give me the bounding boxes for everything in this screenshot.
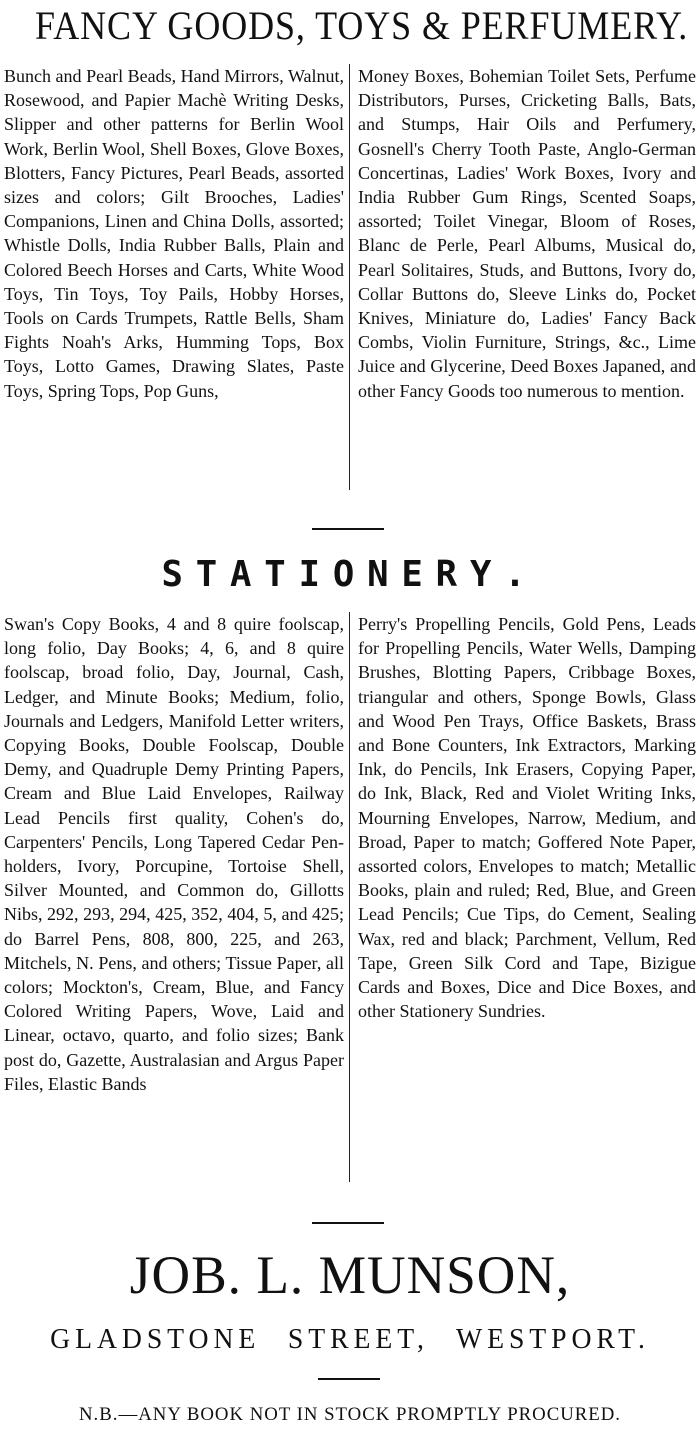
fancy-goods-right-column: Money Boxes, Bohemian Toilet Sets, Perfume Distributors, Purses, Cricketing Balls, Bats, and Stumps, Hair Oils and Perfumery, Gosnell's Cherry Tooth Paste, Anglo-German Concertinas, Ladies' Work Boxes, Ivory and India Rubber Gum Rings, Scented Soaps, assorted; Toilet Vinegar, Bloom of Roses, Blanc de Perle, Pearl Albums, Musical do, Pearl Solitaires, Studs, and Buttons, Ivory do, Collar Buttons do, Sleeve Links do, Pocket Knives, Miniature do, Ladies' Fancy Back Combs, Violin Furniture, Strings, &c., Lime Juice and Glycerine, Deed Boxes Japaned, and other Fancy Goods too numerous to mention. — [358, 66, 696, 401]
stationery-heading: STATIONERY. — [161, 554, 539, 595]
section-divider — [312, 528, 384, 530]
section-divider — [312, 1222, 384, 1224]
column-divider — [349, 612, 350, 1182]
stationery-right-column: Perry's Propelling Pencils, Gold Pens, Leads for Propelling Pencils, Water Wells, Damping Brushes, Blotting Papers, Cribbage Boxes, triangular and others, Sponge Bowls, Glass and Wood Pen Trays, Office Baskets, Brass and Bone Counters, Ink Extractors, Marking Ink, do Pencils, Ink Erasers, Copying Paper, do Ink, Black, Red and Violet Writing Inks, Mourning Envelopes, Narrow, Medium, and Broad, Paper to match; Goffered Note Paper, assorted colors, Envelopes to match; Metallic Books, plain and ruled; Red, Blue, and Green Lead Pencils; Cue Tips, do Cement, Sealing Wax, red and black; Parchment, Vellum, Red Tape, Green Silk Cord and Tape, Bizigue Cards and Boxes, Dice and Dice Boxes, and other Stationery Sundries. — [358, 614, 696, 1022]
fancy-goods-heading: FANCY GOODS, TOYS & PERFUMERY. — [35, 3, 689, 48]
column-divider — [349, 64, 350, 490]
merchant-address: GLADSTONE STREET, WESTPORT. — [50, 1324, 650, 1355]
nb-note: N.B.—ANY BOOK NOT IN STOCK PROMPTLY PROCURED. — [79, 1404, 621, 1425]
stationery-left-column: Swan's Copy Books, 4 and 8 quire foolscap, long folio, Day Books; 4, 6, and 8 quire foolscap, broad folio, Day, Journal, Cash, Ledger, and Minute Books; Medium, folio, Journals and Ledgers, Manifold Letter writers, Copying Books, Double Foolscap, Double Demy, and Quadruple Demy Printing Papers, Cream and Blue Laid Envelopes, Railway Lead Pencils first quality, Cohen's do, Carpenters' Pencils, Long Tapered Cedar Penholders, Ivory, Porcupine, Tortoise Shell, Silver Mounted, and Common do, Gillotts Nibs, 292, 293, 294, 425, 352, 404, 5, and 425; do Barrel Pens, 808, 800, 225, and 263, Mitchels, N. Pens, and others; Tissue Paper, all colors; Mockton's, Cream, Blue, and Fancy Colored Writing Papers, Wove, Laid and Linear, octavo, quarto, and folio sizes; Bank post do, Gazette, Australasian and Argus Paper Files, Elastic Bands — [4, 614, 344, 1094]
fancy-goods-left-column: Bunch and Pearl Beads, Hand Mirrors, Walnut, Rosewood, and Papier Machè Writing Desks, Slipper and other patterns for Berlin Wool Work, Berlin Wool, Shell Boxes, Glove Boxes, Blotters, Fancy Pictures, Pearl Beads, assorted sizes and colors; Gilt Brooches, Ladies' Companions, Linen and China Dolls, assorted; Whistle Dolls, India Rubber Balls, Plain and Colored Beech Horses and Carts, White Wood Toys, Tin Toys, Toy Pails, Hobby Horses, Tools on Cards Trumpets, Rattle Bells, Sham Fights Noah's Arks, Humming Tops, Box Toys, Lotto Games, Drawing Slates, Paste Toys, Spring Tops, Pop Guns, — [4, 66, 344, 401]
merchant-name: JOB. L. MUNSON, — [129, 1245, 571, 1305]
section-divider — [318, 1378, 380, 1380]
